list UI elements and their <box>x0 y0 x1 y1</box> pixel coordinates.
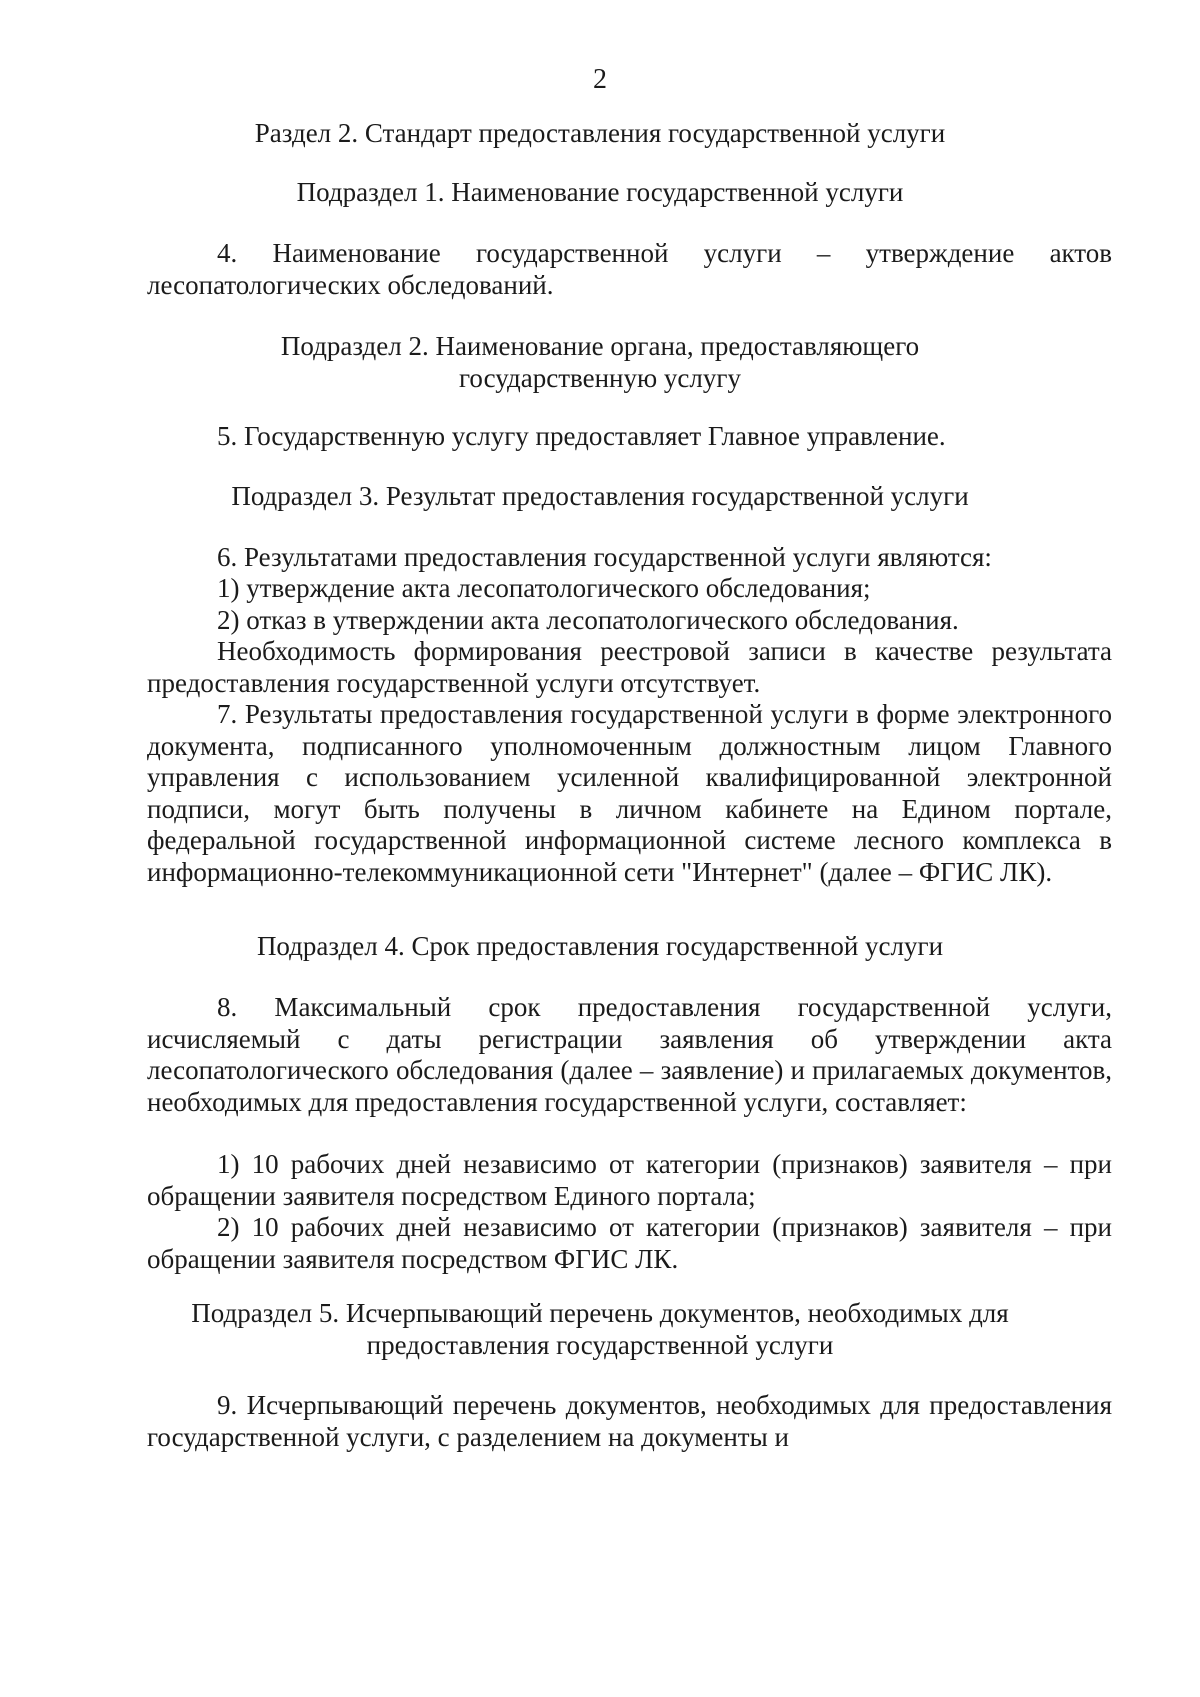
paragraph-7: 7. Результаты предоставления государственной услуги в форме электронного документа, подписанного уполномоченным должностным лицом Главного управления с использованием усиленной квалифицированной электронной подписи, могут быть получены в личном кабинете на Едином портале, федеральной государственной информационной системе лесного комплекса в информационно-телекоммуникационной сети "Интернет" (далее – ФГИС ЛК). <box>147 699 1112 887</box>
paragraph-4: 4. Наименование государственной услуги – утверждение актов лесопатологических обследований. <box>147 238 1112 300</box>
subsection-4-heading: Подраздел 4. Срок предоставления государственной услуги <box>256 931 944 961</box>
paragraph-9: 9. Исчерпывающий перечень документов, необходимых для предоставления государственной услуги, с разделением на документы и <box>147 1390 1112 1452</box>
subsection-2-heading-line2: государственную услугу <box>459 363 741 393</box>
subsection-3-heading: Подраздел 3. Результат предоставления государственной услуги <box>231 481 969 511</box>
paragraph-8: 8. Максимальный срок предоставления государственной услуги, исчисляемый с даты регистрации заявления об утверждении акта лесопатологического обследования (далее – заявление) и прилагаемых документов, необходимых для предоставления государственной услуги, составляет: <box>147 992 1112 1117</box>
paragraph-6: 6. Результатами предоставления государственной услуги являются: <box>217 542 992 572</box>
paragraph-6-note: Необходимость формирования реестровой записи в качестве результата предоставления государственной услуги отсутствует. <box>147 636 1112 698</box>
subsection-5-heading-line2: предоставления государственной услуги <box>366 1330 834 1360</box>
paragraph-5: 5. Государственную услугу предоставляет Главное управление. <box>217 421 946 451</box>
subsection-2-heading-line1: Подраздел 2. Наименование органа, предоставляющего <box>280 331 920 361</box>
paragraph-6-item-2: 2) отказ в утверждении акта лесопатологического обследования. <box>217 605 959 635</box>
paragraph-8-item-1: 1) 10 рабочих дней независимо от категории (признаков) заявителя – при обращении заявителя посредством Единого портала; <box>147 1149 1112 1211</box>
page-number: 2 <box>593 64 607 95</box>
subsection-5-heading-line1: Подраздел 5. Исчерпывающий перечень документов, необходимых для <box>191 1298 1009 1328</box>
section-2-heading: Раздел 2. Стандарт предоставления государственной услуги <box>254 118 946 148</box>
subsection-1-heading: Подраздел 1. Наименование государственной услуги <box>296 177 904 207</box>
paragraph-8-item-2: 2) 10 рабочих дней независимо от категории (признаков) заявителя – при обращении заявителя посредством ФГИС ЛК. <box>147 1212 1112 1274</box>
paragraph-6-item-1: 1) утверждение акта лесопатологического обследования; <box>217 573 871 603</box>
